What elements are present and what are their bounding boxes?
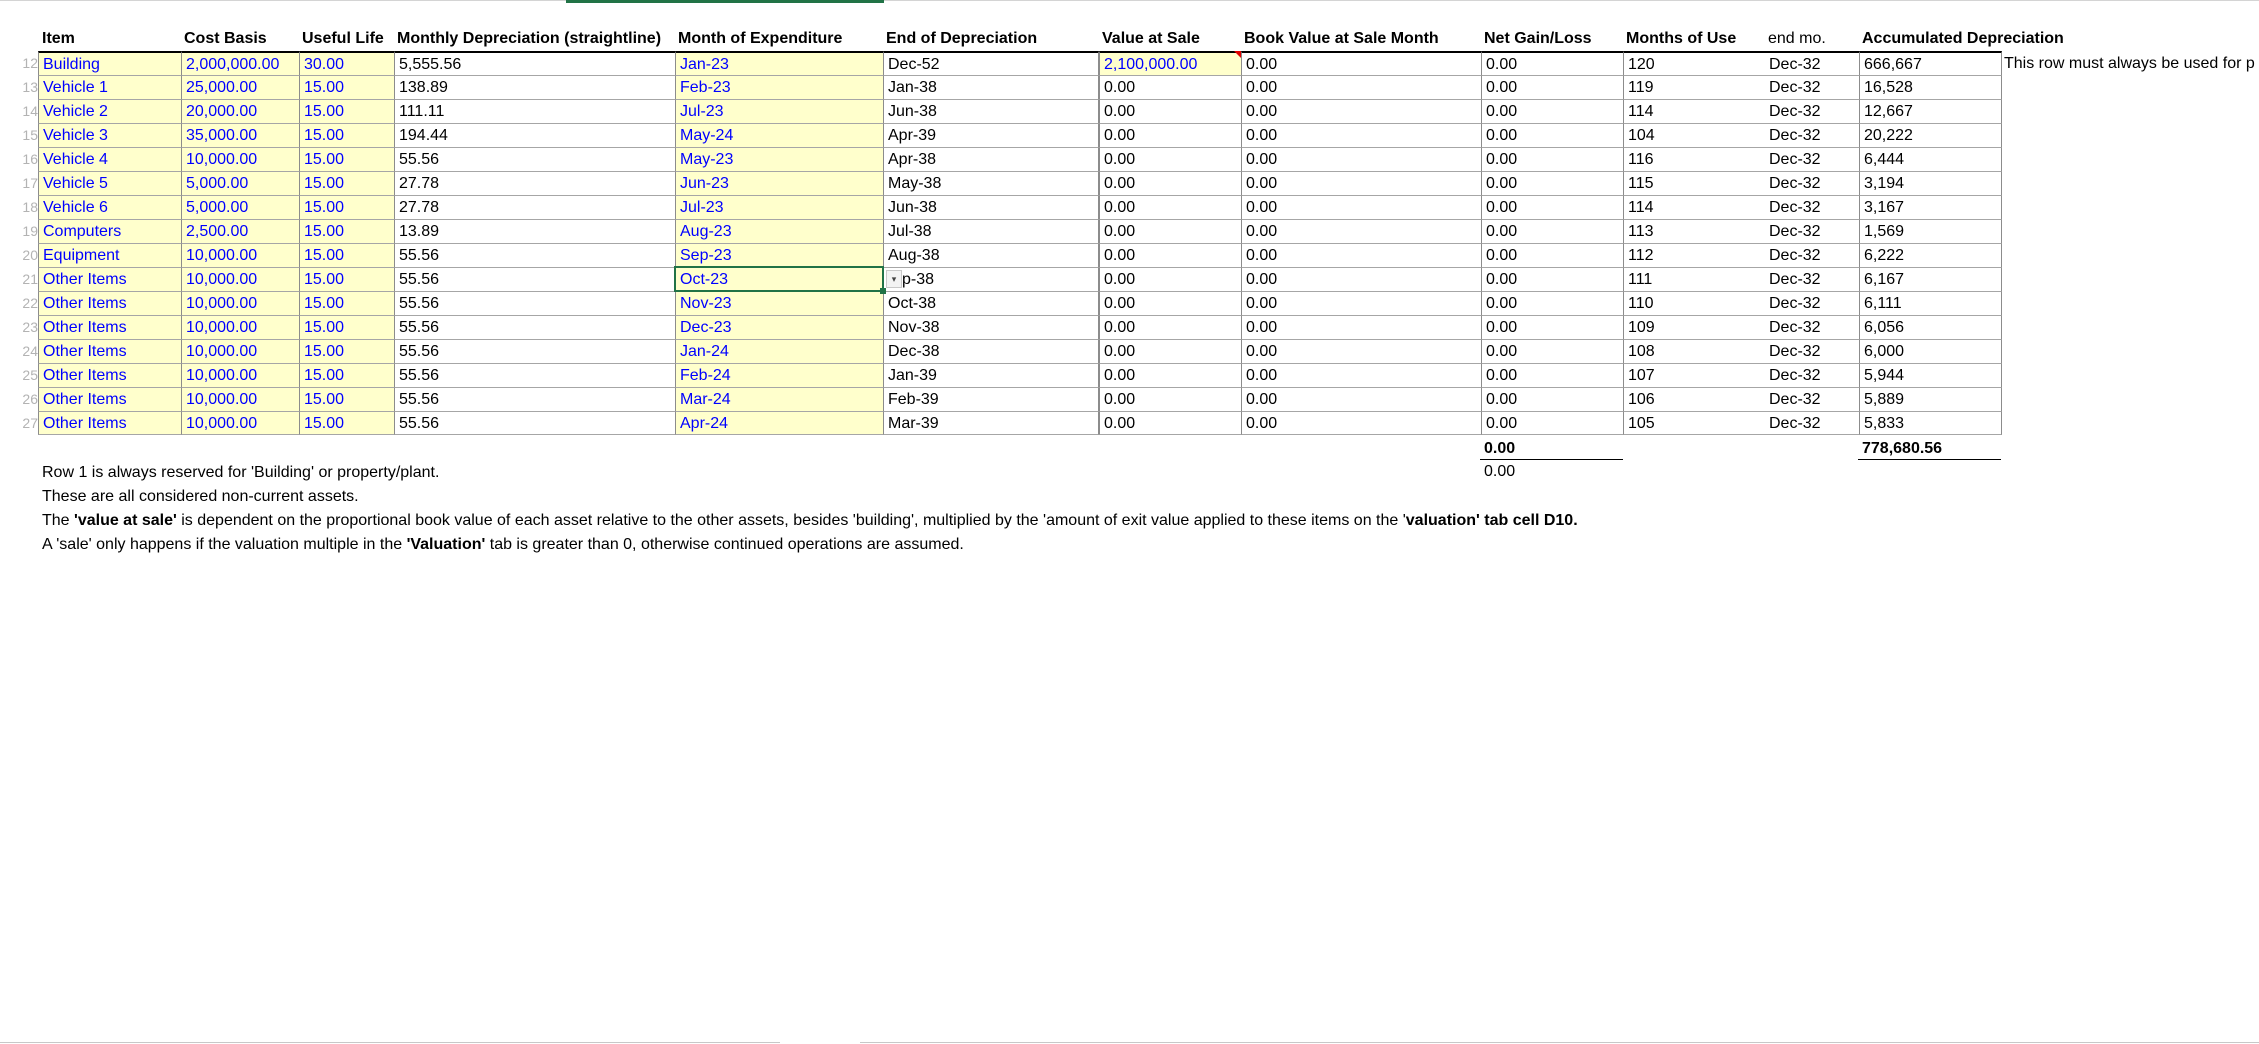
end-mo-cell[interactable]: Dec-32 xyxy=(1765,51,1859,75)
months-of-use-cell[interactable]: 112 xyxy=(1623,243,1765,267)
row-number[interactable]: 27 xyxy=(22,415,38,431)
month-of-expenditure-cell[interactable]: Jul-23 xyxy=(675,99,883,123)
value-at-sale-cell[interactable]: 0.00 xyxy=(1099,195,1241,219)
months-of-use-cell[interactable]: 109 xyxy=(1623,315,1765,339)
row-number[interactable]: 26 xyxy=(22,391,38,407)
months-of-use-cell[interactable]: 104 xyxy=(1623,123,1765,147)
note-line-1[interactable]: Row 1 is always reserved for 'Building' or property/plant. xyxy=(42,464,440,481)
useful-life-cell[interactable]: 15.00 xyxy=(299,291,394,315)
end-mo-cell[interactable]: Dec-32 xyxy=(1765,387,1859,411)
row-number[interactable]: 20 xyxy=(22,247,38,263)
item-cell[interactable]: Vehicle 2 xyxy=(38,99,181,123)
end-of-depreciation-cell[interactable]: Apr-38 xyxy=(883,147,1099,171)
header-net-gain-loss[interactable]: Net Gain/Loss xyxy=(1484,30,1592,47)
end-of-depreciation-cell[interactable]: Jan-39 xyxy=(883,363,1099,387)
months-of-use-cell[interactable]: 114 xyxy=(1623,195,1765,219)
cost-basis-cell[interactable]: 10,000.00 xyxy=(181,243,299,267)
month-of-expenditure-cell[interactable]: Jan-23 xyxy=(675,51,883,75)
monthly-depreciation-cell[interactable]: 27.78 xyxy=(394,195,675,219)
book-value-cell[interactable]: 0.00 xyxy=(1241,123,1481,147)
value-at-sale-cell[interactable]: 0.00 xyxy=(1099,315,1241,339)
useful-life-cell[interactable]: 15.00 xyxy=(299,363,394,387)
useful-life-cell[interactable]: 15.00 xyxy=(299,99,394,123)
value-at-sale-cell[interactable]: 0.00 xyxy=(1099,291,1241,315)
end-mo-cell[interactable]: Dec-32 xyxy=(1765,291,1859,315)
header-useful-life[interactable]: Useful Life xyxy=(302,30,384,47)
monthly-depreciation-cell[interactable]: 55.56 xyxy=(394,147,675,171)
monthly-depreciation-cell[interactable]: 55.56 xyxy=(394,291,675,315)
months-of-use-cell[interactable]: 116 xyxy=(1623,147,1765,171)
net-gain-loss-cell[interactable]: 0.00 xyxy=(1481,411,1623,435)
value-at-sale-cell[interactable]: 0.00 xyxy=(1099,75,1241,99)
book-value-cell[interactable]: 0.00 xyxy=(1241,219,1481,243)
bottom-scroll-track-left xyxy=(0,1042,780,1043)
useful-life-cell[interactable]: 15.00 xyxy=(299,267,394,291)
net-gain-loss-cell[interactable]: 0.00 xyxy=(1481,339,1623,363)
month-of-expenditure-cell[interactable]: Oct-23 xyxy=(675,267,883,291)
accumulated-depreciation-cell[interactable]: 20,222 xyxy=(1859,123,2002,147)
book-value-cell[interactable]: 0.00 xyxy=(1241,339,1481,363)
net-gain-loss-cell[interactable]: 0.00 xyxy=(1481,363,1623,387)
month-of-expenditure-cell[interactable]: May-23 xyxy=(675,147,883,171)
end-of-depreciation-cell[interactable]: Feb-39 xyxy=(883,387,1099,411)
net-gain-total[interactable]: 0.00 xyxy=(1484,440,1516,457)
end-mo-cell[interactable]: Dec-32 xyxy=(1765,75,1859,99)
months-of-use-cell[interactable]: 110 xyxy=(1623,291,1765,315)
item-cell[interactable]: Other Items xyxy=(38,411,181,435)
months-of-use-cell[interactable]: 105 xyxy=(1623,411,1765,435)
cost-basis-cell[interactable]: 2,000,000.00 xyxy=(181,51,299,75)
net-gain-loss-cell[interactable]: 0.00 xyxy=(1481,99,1623,123)
end-mo-cell[interactable]: Dec-32 xyxy=(1765,315,1859,339)
useful-life-cell[interactable]: 15.00 xyxy=(299,411,394,435)
row-number[interactable]: 15 xyxy=(22,127,38,143)
end-of-depreciation-cell[interactable]: Oct-38 xyxy=(883,291,1099,315)
book-value-cell[interactable]: 0.00 xyxy=(1241,99,1481,123)
item-cell[interactable]: Vehicle 5 xyxy=(38,171,181,195)
top-border xyxy=(0,0,2259,1)
useful-life-cell[interactable]: 15.00 xyxy=(299,123,394,147)
monthly-depreciation-cell[interactable]: 194.44 xyxy=(394,123,675,147)
monthly-depreciation-cell[interactable]: 5,555.56 xyxy=(394,51,675,75)
accumulated-depreciation-total[interactable]: 778,680.56 xyxy=(1862,440,1943,457)
cost-basis-cell[interactable]: 10,000.00 xyxy=(181,411,299,435)
row-number[interactable]: 24 xyxy=(22,343,38,359)
end-mo-cell[interactable]: Dec-32 xyxy=(1765,195,1859,219)
accumulated-depreciation-cell[interactable]: 6,222 xyxy=(1859,243,2002,267)
month-of-expenditure-cell[interactable]: Apr-24 xyxy=(675,411,883,435)
net-gain-subtotal[interactable]: 0.00 xyxy=(1484,463,1516,480)
months-of-use-cell[interactable]: 114 xyxy=(1623,99,1765,123)
months-of-use-cell[interactable]: 115 xyxy=(1623,171,1765,195)
useful-life-cell[interactable]: 15.00 xyxy=(299,195,394,219)
value-at-sale-cell[interactable]: 2,100,000.00 xyxy=(1099,51,1241,75)
net-gain-loss-cell[interactable]: 0.00 xyxy=(1481,171,1623,195)
row-number[interactable]: 22 xyxy=(22,295,38,311)
monthly-depreciation-cell[interactable]: 55.56 xyxy=(394,387,675,411)
note-line-3-b: 'value at sale' xyxy=(74,512,177,529)
note-line-3-c: is dependent on the proportional book value of each asset relative to the other assets, besides 'building', multiplied by the 'amount of exit value applied to these items on the ' xyxy=(176,512,1406,529)
value-at-sale-cell[interactable]: 0.00 xyxy=(1099,339,1241,363)
book-value-cell[interactable]: 0.00 xyxy=(1241,411,1481,435)
accumulated-depreciation-cell[interactable]: 6,167 xyxy=(1859,267,2002,291)
useful-life-cell[interactable]: 15.00 xyxy=(299,219,394,243)
item-cell[interactable]: Other Items xyxy=(38,363,181,387)
item-cell[interactable]: Vehicle 3 xyxy=(38,123,181,147)
header-item[interactable]: Item xyxy=(42,30,75,47)
value-at-sale-cell[interactable]: 0.00 xyxy=(1099,171,1241,195)
accumulated-depreciation-cell[interactable]: 16,528 xyxy=(1859,75,2002,99)
cost-basis-cell[interactable]: 20,000.00 xyxy=(181,99,299,123)
item-cell[interactable]: Other Items xyxy=(38,339,181,363)
end-of-depreciation-cell[interactable]: Nov-38 xyxy=(883,315,1099,339)
net-gain-loss-cell[interactable]: 0.00 xyxy=(1481,147,1623,171)
monthly-depreciation-cell[interactable]: 13.89 xyxy=(394,219,675,243)
cost-basis-cell[interactable]: 5,000.00 xyxy=(181,195,299,219)
net-gain-loss-cell[interactable]: 0.00 xyxy=(1481,51,1623,75)
book-value-cell[interactable]: 0.00 xyxy=(1241,267,1481,291)
comment-indicator-icon[interactable] xyxy=(1234,51,1241,58)
month-of-expenditure-cell[interactable]: Dec-23 xyxy=(675,315,883,339)
item-cell[interactable]: Building xyxy=(38,51,181,75)
row-number[interactable]: 13 xyxy=(22,79,38,95)
accumulated-depreciation-cell[interactable]: 5,889 xyxy=(1859,387,2002,411)
item-cell[interactable]: Other Items xyxy=(38,291,181,315)
end-mo-cell[interactable]: Dec-32 xyxy=(1765,147,1859,171)
useful-life-cell[interactable]: 15.00 xyxy=(299,171,394,195)
month-of-expenditure-cell[interactable]: Jan-24 xyxy=(675,339,883,363)
header-cost-basis[interactable]: Cost Basis xyxy=(184,30,267,47)
row-number[interactable]: 23 xyxy=(22,319,38,335)
row-number[interactable]: 14 xyxy=(22,103,38,119)
useful-life-cell[interactable]: 15.00 xyxy=(299,339,394,363)
months-of-use-cell[interactable]: 119 xyxy=(1623,75,1765,99)
monthly-depreciation-cell[interactable]: 138.89 xyxy=(394,75,675,99)
row-number[interactable]: 12 xyxy=(22,55,38,71)
book-value-cell[interactable]: 0.00 xyxy=(1241,171,1481,195)
end-of-depreciation-cell[interactable]: Mar-39 xyxy=(883,411,1099,435)
cost-basis-cell[interactable]: 10,000.00 xyxy=(181,339,299,363)
month-of-expenditure-cell[interactable]: Jul-23 xyxy=(675,195,883,219)
monthly-depreciation-cell[interactable]: 55.56 xyxy=(394,339,675,363)
item-cell[interactable]: Computers xyxy=(38,219,181,243)
note-line-4-b: 'Valuation' xyxy=(406,536,486,553)
end-of-depreciation-cell[interactable]: Dec-38 xyxy=(883,339,1099,363)
note-line-3[interactable] xyxy=(42,509,1578,533)
value-at-sale-cell[interactable]: 0.00 xyxy=(1099,243,1241,267)
value-at-sale-cell[interactable]: 0.00 xyxy=(1099,387,1241,411)
accumulated-depreciation-cell[interactable]: 666,667 xyxy=(1859,51,2002,75)
book-value-cell[interactable]: 0.00 xyxy=(1241,291,1481,315)
book-value-cell[interactable]: 0.00 xyxy=(1241,51,1481,75)
building-row-note[interactable]: This row must always be used for p xyxy=(2004,55,2255,72)
row-number[interactable]: 16 xyxy=(22,151,38,167)
cost-basis-cell[interactable]: 10,000.00 xyxy=(181,147,299,171)
header-accumulated-depreciation[interactable]: Accumulated Depreciation xyxy=(1862,30,2064,47)
end-mo-cell[interactable]: Dec-32 xyxy=(1765,123,1859,147)
item-cell[interactable]: Other Items xyxy=(38,387,181,411)
net-gain-loss-cell[interactable]: 0.00 xyxy=(1481,195,1623,219)
header-months-of-use[interactable]: Months of Use xyxy=(1626,30,1737,47)
accumulated-depreciation-cell[interactable]: 3,167 xyxy=(1859,195,2002,219)
book-value-cell[interactable]: 0.00 xyxy=(1241,195,1481,219)
cost-basis-cell[interactable]: 10,000.00 xyxy=(181,291,299,315)
cost-basis-cell[interactable]: 5,000.00 xyxy=(181,171,299,195)
net-gain-total-underline xyxy=(1480,459,1623,460)
end-of-depreciation-cell[interactable]: Aug-38 xyxy=(883,243,1099,267)
active-column-indicator xyxy=(566,0,884,3)
month-of-expenditure-cell[interactable]: Sep-23 xyxy=(675,243,883,267)
end-of-depreciation-cell[interactable]: May-38 xyxy=(883,171,1099,195)
header-book-value-at-sale-month[interactable]: Book Value at Sale Month xyxy=(1244,30,1439,47)
months-of-use-cell[interactable]: 113 xyxy=(1623,219,1765,243)
value-at-sale-cell[interactable]: 0.00 xyxy=(1099,411,1241,435)
cost-basis-cell[interactable]: 2,500.00 xyxy=(181,219,299,243)
accumulated-depreciation-cell[interactable]: 5,944 xyxy=(1859,363,2002,387)
monthly-depreciation-cell[interactable]: 55.56 xyxy=(394,363,675,387)
end-of-depreciation-cell[interactable]: Jun-38 xyxy=(883,195,1099,219)
book-value-cell[interactable]: 0.00 xyxy=(1241,387,1481,411)
row-number[interactable]: 21 xyxy=(22,271,38,287)
header-end-of-depreciation[interactable]: End of Depreciation xyxy=(886,30,1038,47)
value-at-sale-cell[interactable]: 0.00 xyxy=(1099,267,1241,291)
cost-basis-cell[interactable]: 10,000.00 xyxy=(181,315,299,339)
end-of-depreciation-cell[interactable]: Jan-38 xyxy=(883,75,1099,99)
book-value-cell[interactable]: 0.00 xyxy=(1241,147,1481,171)
accumulated-depreciation-cell[interactable]: 3,194 xyxy=(1859,171,2002,195)
accumulated-depreciation-cell[interactable]: 6,444 xyxy=(1859,147,2002,171)
month-of-expenditure-cell[interactable]: Mar-24 xyxy=(675,387,883,411)
accumulated-depreciation-cell[interactable]: 1,569 xyxy=(1859,219,2002,243)
useful-life-cell[interactable]: 30.00 xyxy=(299,51,394,75)
accumulated-depreciation-cell[interactable]: 6,056 xyxy=(1859,315,2002,339)
month-of-expenditure-cell[interactable]: May-24 xyxy=(675,123,883,147)
net-gain-loss-cell[interactable]: 0.00 xyxy=(1481,387,1623,411)
net-gain-loss-cell[interactable]: 0.00 xyxy=(1481,291,1623,315)
months-of-use-cell[interactable]: 111 xyxy=(1623,267,1765,291)
end-of-depreciation-cell[interactable]: Apr-39 xyxy=(883,123,1099,147)
net-gain-loss-cell[interactable]: 0.00 xyxy=(1481,75,1623,99)
note-line-4-a: A 'sale' only happens if the valuation multiple in the xyxy=(42,536,407,553)
note-line-2[interactable]: These are all considered non-current assets. xyxy=(42,488,359,505)
monthly-depreciation-cell[interactable]: 55.56 xyxy=(394,411,675,435)
bottom-scroll-track-right xyxy=(860,1042,2259,1043)
end-mo-cell[interactable]: Dec-32 xyxy=(1765,411,1859,435)
value-at-sale-cell[interactable]: 0.00 xyxy=(1099,219,1241,243)
net-gain-loss-cell[interactable]: 0.00 xyxy=(1481,123,1623,147)
end-mo-cell[interactable]: Dec-32 xyxy=(1765,267,1859,291)
months-of-use-cell[interactable]: 107 xyxy=(1623,363,1765,387)
accumulated-depreciation-cell[interactable]: 12,667 xyxy=(1859,99,2002,123)
row-number[interactable]: 18 xyxy=(22,199,38,215)
net-gain-loss-cell[interactable]: 0.00 xyxy=(1481,267,1623,291)
header-month-of-expenditure[interactable]: Month of Expenditure xyxy=(678,30,843,47)
months-of-use-cell[interactable]: 108 xyxy=(1623,339,1765,363)
months-of-use-cell[interactable]: 120 xyxy=(1623,51,1765,75)
header-end-mo[interactable]: end mo. xyxy=(1768,30,1826,47)
cost-basis-cell[interactable]: 10,000.00 xyxy=(181,267,299,291)
value-at-sale-cell[interactable]: 0.00 xyxy=(1099,123,1241,147)
note-line-3-a: The xyxy=(42,512,75,529)
header-value-at-sale[interactable]: Value at Sale xyxy=(1102,30,1200,47)
useful-life-cell[interactable]: 15.00 xyxy=(299,315,394,339)
book-value-cell[interactable]: 0.00 xyxy=(1241,315,1481,339)
net-gain-loss-cell[interactable]: 0.00 xyxy=(1481,243,1623,267)
month-of-expenditure-cell[interactable]: Feb-23 xyxy=(675,75,883,99)
fill-handle[interactable] xyxy=(880,288,886,294)
monthly-depreciation-cell[interactable]: 55.56 xyxy=(394,315,675,339)
item-cell[interactable]: Equipment xyxy=(38,243,181,267)
book-value-cell[interactable]: 0.00 xyxy=(1241,75,1481,99)
month-of-expenditure-cell[interactable]: Feb-24 xyxy=(675,363,883,387)
end-mo-cell[interactable]: Dec-32 xyxy=(1765,219,1859,243)
item-cell[interactable]: Vehicle 4 xyxy=(38,147,181,171)
end-mo-cell[interactable]: Dec-32 xyxy=(1765,99,1859,123)
end-of-depreciation-cell[interactable]: Dec-52 xyxy=(883,51,1099,75)
cost-basis-cell[interactable]: 10,000.00 xyxy=(181,387,299,411)
useful-life-cell[interactable]: 15.00 xyxy=(299,147,394,171)
net-gain-loss-cell[interactable]: 0.00 xyxy=(1481,219,1623,243)
item-cell[interactable]: Other Items xyxy=(38,315,181,339)
value-at-sale-cell[interactable]: 0.00 xyxy=(1099,147,1241,171)
accumulated-depreciation-cell[interactable]: 6,111 xyxy=(1859,291,2002,315)
row-number[interactable]: 17 xyxy=(22,175,38,191)
end-mo-cell[interactable]: Dec-32 xyxy=(1765,171,1859,195)
end-mo-cell[interactable]: Dec-32 xyxy=(1765,243,1859,267)
month-of-expenditure-cell[interactable]: Jun-23 xyxy=(675,171,883,195)
end-of-depreciation-cell[interactable]: p-38 xyxy=(883,267,1099,291)
book-value-cell[interactable]: 0.00 xyxy=(1241,243,1481,267)
months-of-use-cell[interactable]: 106 xyxy=(1623,387,1765,411)
note-line-4[interactable] xyxy=(42,533,964,557)
monthly-depreciation-cell[interactable]: 27.78 xyxy=(394,171,675,195)
accumulated-depreciation-cell[interactable]: 6,000 xyxy=(1859,339,2002,363)
chevron-down-icon[interactable]: ▾ xyxy=(886,270,902,288)
row-number[interactable]: 19 xyxy=(22,223,38,239)
row-number[interactable]: 25 xyxy=(22,367,38,383)
cost-basis-cell[interactable]: 10,000.00 xyxy=(181,363,299,387)
monthly-depreciation-cell[interactable]: 55.56 xyxy=(394,267,675,291)
item-cell[interactable]: Vehicle 1 xyxy=(38,75,181,99)
value-at-sale-cell[interactable]: 0.00 xyxy=(1099,99,1241,123)
item-cell[interactable]: Other Items xyxy=(38,267,181,291)
monthly-depreciation-cell[interactable]: 55.56 xyxy=(394,243,675,267)
cost-basis-cell[interactable]: 25,000.00 xyxy=(181,75,299,99)
useful-life-cell[interactable]: 15.00 xyxy=(299,243,394,267)
end-mo-cell[interactable]: Dec-32 xyxy=(1765,363,1859,387)
cost-basis-cell[interactable]: 35,000.00 xyxy=(181,123,299,147)
accumulated-depreciation-cell[interactable]: 5,833 xyxy=(1859,411,2002,435)
end-of-depreciation-cell[interactable]: Jul-38 xyxy=(883,219,1099,243)
month-of-expenditure-cell[interactable]: Aug-23 xyxy=(675,219,883,243)
note-line-3-d: valuation' tab cell D10. xyxy=(1405,512,1578,529)
end-of-depreciation-cell[interactable]: Jun-38 xyxy=(883,99,1099,123)
item-cell[interactable]: Vehicle 6 xyxy=(38,195,181,219)
net-gain-loss-cell[interactable]: 0.00 xyxy=(1481,315,1623,339)
monthly-depreciation-cell[interactable]: 111.11 xyxy=(394,99,675,123)
header-monthly-depreciation[interactable]: Monthly Depreciation (straightline) xyxy=(397,30,662,47)
note-line-4-c: tab is greater than 0, otherwise continued operations are assumed. xyxy=(485,536,964,553)
useful-life-cell[interactable]: 15.00 xyxy=(299,75,394,99)
accumulated-total-underline xyxy=(1858,459,2001,460)
value-at-sale-cell[interactable]: 0.00 xyxy=(1099,363,1241,387)
useful-life-cell[interactable]: 15.00 xyxy=(299,387,394,411)
book-value-cell[interactable]: 0.00 xyxy=(1241,363,1481,387)
month-of-expenditure-cell[interactable]: Nov-23 xyxy=(675,291,883,315)
end-mo-cell[interactable]: Dec-32 xyxy=(1765,339,1859,363)
